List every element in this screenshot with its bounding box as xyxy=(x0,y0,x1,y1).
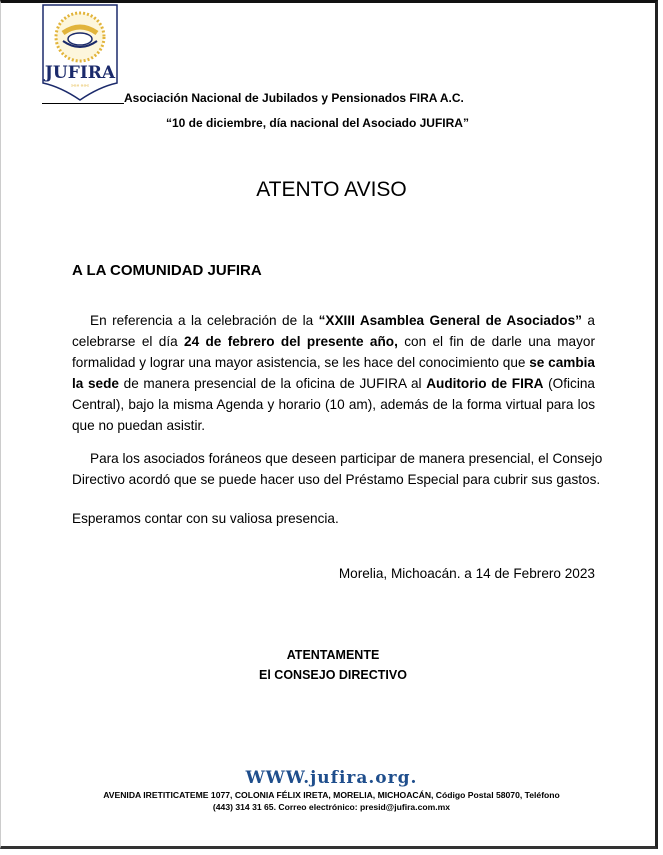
recipient-heading: A LA COMUNIDAD JUFIRA xyxy=(72,262,262,279)
address-line-1: AVENIDA IRETITICATEME 1077, COLONIA FÉLIX IRETA, MORELIA, MICHOACÁN, Código Postal 58070, Teléfono xyxy=(103,790,560,800)
text: que no puedan asistir. xyxy=(72,418,206,433)
paragraph-1-line xyxy=(72,373,595,394)
text: (Oficina xyxy=(543,376,595,391)
jufira-logo xyxy=(41,3,119,101)
paragraph-1-line xyxy=(72,331,595,352)
bold-text: se cambia xyxy=(529,355,595,370)
motto: “10 de diciembre, día nacional del Asociado JUFIRA” xyxy=(166,116,469,130)
date-line: Morelia, Michoacán. a 14 de Febrero 2023 xyxy=(338,566,595,581)
paragraph-1-line xyxy=(72,352,595,373)
paragraph-1-line xyxy=(72,415,595,436)
svg-text:JUFIRA: JUFIRA xyxy=(44,63,116,83)
text: de manera presencial de la oficina de JUFIRA al xyxy=(118,376,427,391)
header-underline xyxy=(42,103,124,104)
bold-text: Auditorio de FIRA xyxy=(426,376,544,391)
text: formalidad y lograr una mayor asistencia, se les hace del conocimiento que xyxy=(72,355,530,370)
text: Esperamos contar con su valiosa presencia. xyxy=(72,511,339,526)
text: Para los asociados foráneos que deseen participar de manera presencial, el Consejo xyxy=(90,451,603,466)
text: celebrarse el día xyxy=(72,334,185,349)
signer: El CONSEJO DIRECTIVO xyxy=(259,668,407,682)
paragraph-1-line xyxy=(90,310,595,331)
paragraph-1-line xyxy=(72,394,595,415)
organization-name: Asociación Nacional de Jubilados y Pensionados FIRA A.C. xyxy=(124,91,464,105)
text: Central), bajo la misma Agenda y horario (10 am), además de la forma virtual para los xyxy=(72,397,595,412)
paragraph-2-line xyxy=(72,469,601,490)
bold-text: “XXIII Asamblea General de Asociados” xyxy=(318,313,582,328)
notice-title: ATENTO AVISO xyxy=(256,178,407,201)
svg-text:»»» «««: »»» ««« xyxy=(70,83,90,89)
bold-text: la sede xyxy=(72,376,119,391)
text: con el fin de darle una mayor xyxy=(397,334,595,349)
address-line-2: (443) 314 31 65. Correo electrónico: presid@jufira.com.mx xyxy=(212,802,451,812)
bold-text: 24 de febrero del presente año, xyxy=(184,334,398,349)
closing-salutation: ATENTAMENTE xyxy=(286,648,380,662)
text: Directivo acordó que se puede hacer uso del Préstamo Especial para cubrir sus gastos. xyxy=(72,472,601,487)
paragraph-3-line xyxy=(72,508,595,529)
website-link[interactable]: WWW.jufira.org. xyxy=(245,768,418,788)
paragraph-2-line xyxy=(90,448,603,469)
text: En referencia a la celebración de la xyxy=(90,313,319,328)
text: a xyxy=(581,313,595,328)
